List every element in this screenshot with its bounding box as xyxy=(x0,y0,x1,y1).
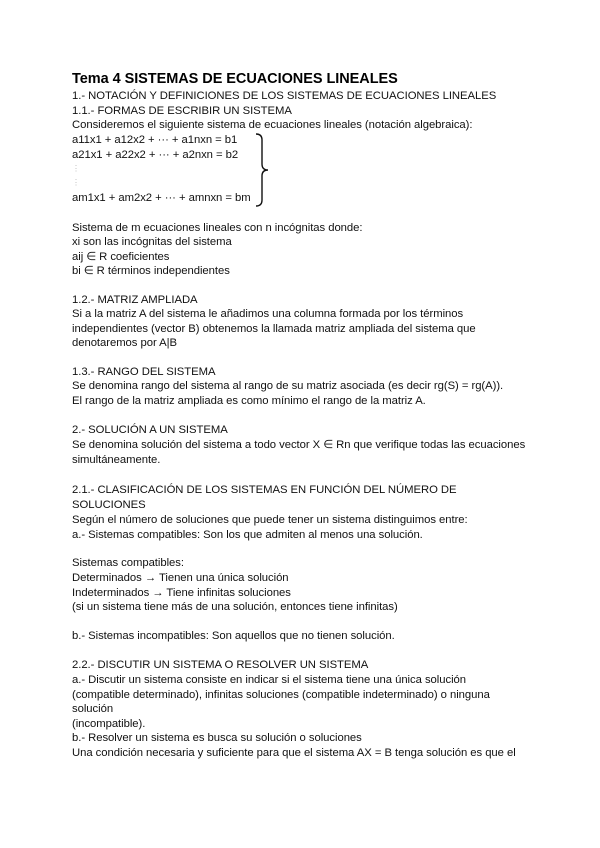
intro-text: Consideremos el siguiente sistema de ecuaciones lineales (notación algebraica): xyxy=(72,119,473,131)
vertical-ellipsis-2: ⋮ xyxy=(72,178,80,187)
section-2-2-line-2: (compatible determinado), infinitas soluciones (compatible indeterminado) o ninguna xyxy=(72,689,490,701)
section-1-2-line-3: denotaremos por A|B xyxy=(72,337,177,349)
section-2-line-1: Se denomina solución del sistema a todo vector X ∈ Rn que verifique todas las ecuaciones xyxy=(72,439,526,451)
section-2-heading: 2.- SOLUCIÓN A UN SISTEMA xyxy=(72,424,228,436)
section-2-2-line-3: solución xyxy=(72,703,114,715)
section-2-2-line-5: b.- Resolver un sistema es busca su solución o soluciones xyxy=(72,732,362,744)
section-1-3-line-2: El rango de la matriz ampliada es como mínimo el rango de la matriz A. xyxy=(72,395,426,407)
section-1-2-line-1: Si a la matriz A del sistema le añadimos una columna formada por los términos xyxy=(72,308,464,320)
section-2-2-line-1: a.- Discutir un sistema consiste en indicar si el sistema tiene una única solución xyxy=(72,674,466,686)
section-2-1-line-1: Según el número de soluciones que puede tener un sistema distinguimos entre: xyxy=(72,514,468,526)
section-1-2-line-2: independientes (vector B) obtenemos la llamada matriz ampliada del sistema que xyxy=(72,323,476,335)
equation-m: am1x1 + am2x2 + ··· + amnxn = bm xyxy=(72,192,251,204)
section-2-2-line-4: (incompatible). xyxy=(72,718,146,730)
section-2-line-2: simultáneamente. xyxy=(72,454,161,466)
section-1-2-heading: 1.2.- MATRIZ AMPLIADA xyxy=(72,294,198,306)
section-2-2-heading: 2.2.- DISCUTIR UN SISTEMA O RESOLVER UN SISTEMA xyxy=(72,659,369,671)
compatibles-indeterminados: Indeterminados → Tiene infinitas soluciones xyxy=(72,587,291,599)
document-title: Tema 4 SISTEMAS DE ECUACIONES LINEALES xyxy=(72,71,398,87)
definition-line-2: xi son las incógnitas del sistema xyxy=(72,236,232,248)
incompatibles-line: b.- Sistemas incompatibles: Son aquellos que no tienen solución. xyxy=(72,630,395,642)
right-brace-icon xyxy=(254,132,270,208)
definition-line-4: bi ∈ R términos independientes xyxy=(72,265,230,277)
compatibles-heading: Sistemas compatibles: xyxy=(72,557,184,569)
section-1-1-heading: 1.1.- FORMAS DE ESCRIBIR UN SISTEMA xyxy=(72,105,292,117)
vertical-ellipsis-1: ⋮ xyxy=(72,164,80,173)
section-2-1-line-2: a.- Sistemas compatibles: Son los que admiten al menos una solución. xyxy=(72,529,423,541)
section-2-1-heading-line-2: SOLUCIONES xyxy=(72,499,146,511)
compatibles-note: (si un sistema tiene más de una solución, entonces tiene infinitas) xyxy=(72,601,398,613)
definition-line-1: Sistema de m ecuaciones lineales con n incógnitas donde: xyxy=(72,222,363,234)
section-2-1-heading-line-1: 2.1.- CLASIFICACIÓN DE LOS SISTEMAS EN FUNCIÓN DEL NÚMERO DE xyxy=(72,484,457,496)
section-2-2-line-6: Una condición necesaria y suficiente para que el sistema AX = B tenga solución es que el xyxy=(72,747,516,759)
section-1-3-line-1: Se denomina rango del sistema al rango de su matriz asociada (es decir rg(S) = rg(A)). xyxy=(72,380,504,392)
equation-1: a11x1 + a12x2 + ··· + a1nxn = b1 xyxy=(72,134,238,146)
equation-2: a21x1 + a22x2 + ··· + a2nxn = b2 xyxy=(72,149,239,161)
definition-line-3: aij ∈ R coeficientes xyxy=(72,251,170,263)
section-1-3-heading: 1.3.- RANGO DEL SISTEMA xyxy=(72,366,216,378)
section-1-heading: 1.- NOTACIÓN Y DEFINICIONES DE LOS SISTEMAS DE ECUACIONES LINEALES xyxy=(72,90,497,102)
compatibles-determinados: Determinados → Tienen una única solución xyxy=(72,572,289,584)
